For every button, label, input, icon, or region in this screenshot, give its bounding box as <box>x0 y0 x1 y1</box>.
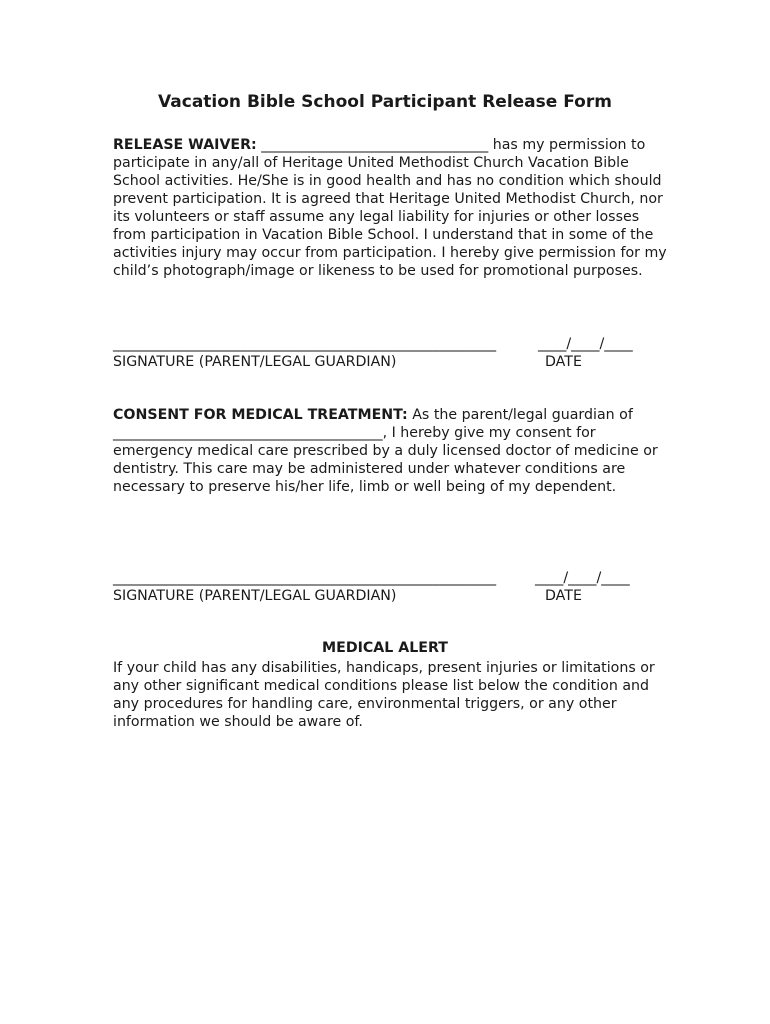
medical-consent-heading: CONSENT FOR MEDICAL TREATMENT: <box>113 407 408 423</box>
participant-name-blank[interactable]: ________________________________ <box>261 137 489 153</box>
medical-signature-line[interactable]: ______________________________________________________ <box>113 570 497 586</box>
release-signature-caption: SIGNATURE (PARENT/LEGAL GUARDIAN) <box>113 354 397 370</box>
release-date-blank[interactable]: ____/____/____ <box>538 336 633 352</box>
release-date-caption: DATE <box>545 354 582 370</box>
release-signature-line[interactable]: ______________________________________________________ <box>113 336 497 352</box>
medical-alert-paragraph: If your child has any disabilities, handicaps, present injuries or limitations or any other significant medical conditions please list below the condition and any procedures for handling care, environmental triggers, or any other information we should be aware of. <box>113 660 655 730</box>
medical-consent-paragraph <box>113 406 673 496</box>
medical-consent-text: , I hereby give my consent for emergency medical care prescribed by a duly licensed doctor of medicine or dentistry. This care may be administered under whatever conditions are necessary to preserve his/her life, limb or well being of my dependent. <box>113 425 658 495</box>
release-waiver-text: has my permission to participate in any/all of Heritage United Methodist Church Vacation Bible School activities. He/She is in good health and has no condition which should prevent participation. It is agreed that Heritage United Methodist Church, nor its volunteers or staff assume any legal liability for injuries or other losses from participation in Vacation Bible School. I understand that in some of the activities injury may occur from participation. I hereby give permission for my child’s photograph/image or likeness to be used for promotional purposes. <box>113 137 667 279</box>
medical-date-caption: DATE <box>545 588 582 604</box>
medical-alert-heading: MEDICAL ALERT <box>322 640 448 656</box>
page-title: Vacation Bible School Participant Release Form <box>158 92 612 112</box>
medical-consent-intro: As the parent/legal guardian of <box>407 407 633 423</box>
dependent-name-blank[interactable]: ______________________________________ <box>113 425 383 441</box>
release-waiver-paragraph <box>113 136 673 280</box>
release-waiver-heading: RELEASE WAIVER: <box>113 137 257 153</box>
medical-signature-caption: SIGNATURE (PARENT/LEGAL GUARDIAN) <box>113 588 397 604</box>
medical-date-blank[interactable]: ____/____/____ <box>535 570 630 586</box>
